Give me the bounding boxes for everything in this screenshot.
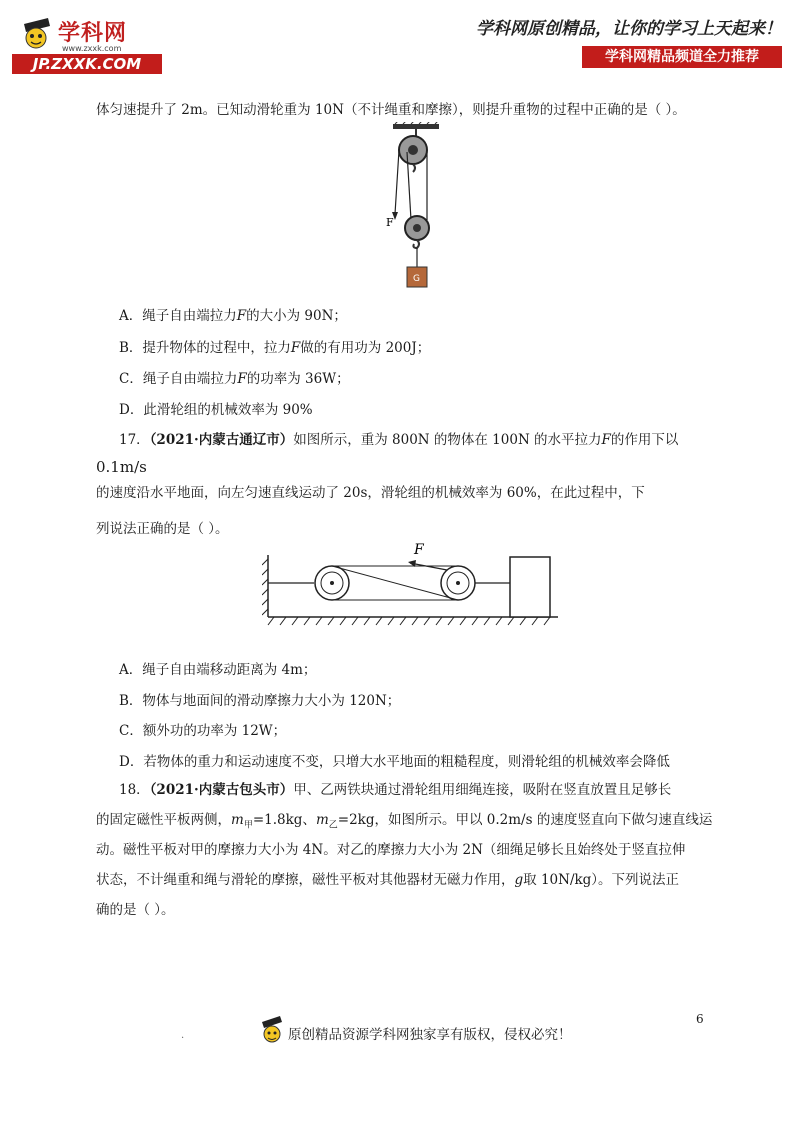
- q17-force-label: F: [414, 542, 424, 558]
- header-slogan: 学科网原创精品，让你的学习上天起来！: [476, 19, 782, 39]
- footer-copyright: 原创精品资源学科网独家享有版权，侵权必究！: [288, 1027, 572, 1043]
- mascot-icon: [16, 14, 56, 54]
- q18-stem-line5: 确的是（ ）。: [96, 902, 175, 918]
- q18-stem-line3: 动。磁性平板对甲的摩擦力大小为 4N。对乙的摩擦力大小为 2N（细绳足够长且始终处于竖直拉伸: [96, 842, 686, 858]
- q16-intro: 体匀速提升了 2m。已知动滑轮重为 10N（不计绳重和摩擦），则提升重物的过程中正确的是（ ）。: [96, 102, 686, 118]
- q17-option-c: C．额外功的功率为 12W；: [119, 723, 287, 739]
- q17-option-a: A．绳子自由端移动距离为 4m；: [119, 662, 317, 678]
- q18-stem-line4: 状态，不计绳重和绳与滑轮的摩擦，磁性平板对其他器材无磁力作用，g取 10N/kg）。下列说法正: [96, 872, 680, 888]
- q16-option-d: D．此滑轮组的机械效率为 90%: [119, 402, 313, 418]
- footer-mascot-icon: [258, 1014, 286, 1048]
- logo-url: JP.ZXXK.COM: [12, 54, 162, 74]
- q16-option-c: C．绳子自由端拉力F的功率为 36W；: [119, 371, 350, 387]
- q17-option-d: D．若物体的重力和运动速度不变，只增大水平地面的粗糙程度，则滑轮组的机械效率会降低: [119, 754, 670, 770]
- header-banner: 学科网精品频道全力推荐: [582, 46, 782, 68]
- q17-speed: 0.1m/s: [96, 458, 147, 476]
- logo-title: 学科网: [58, 21, 128, 46]
- q18-stem-line1: 18．（2021·内蒙古包头市）甲、乙两铁块通过滑轮组用细绳连接，吸附在竖直放置且足够长: [119, 782, 672, 798]
- q17-pulley-figure: [262, 537, 562, 633]
- footer-dot: .: [181, 1030, 185, 1041]
- q17-option-b: B．物体与地面间的滑动摩擦力大小为 120N；: [119, 693, 401, 709]
- q16-option-a: A．绳子自由端拉力F的大小为 90N；: [119, 308, 347, 324]
- q16-weight-label: G: [413, 274, 420, 284]
- q17-stem-line3: 列说法正确的是（ ）。: [96, 521, 229, 537]
- q16-pulley-figure: [385, 122, 455, 292]
- page-number: 6: [696, 1012, 704, 1026]
- q17-stem-line2: 的速度沿水平地面，向左匀速直线运动了 20s，滑轮组的机械效率为 60%，在此过程中，下: [96, 485, 645, 501]
- q17-stem-line1: 17．（2021·内蒙古通辽市）如图所示，重为 800N 的物体在 100N 的水平拉力F的作用下以: [119, 432, 679, 448]
- logo-small: www.zxxk.com: [62, 44, 122, 53]
- q16-force-label: F: [386, 216, 394, 229]
- logo: [12, 14, 162, 74]
- q16-option-b: B．提升物体的过程中，拉力F做的有用功为 200J；: [119, 340, 431, 356]
- q18-stem-line2: 的固定磁性平板两侧，$m_甲=1.8kg$、$m_乙=2kg$，如图所示。甲以 0.2m/s 的速度竖直向下做匀速直线运: [96, 812, 713, 831]
